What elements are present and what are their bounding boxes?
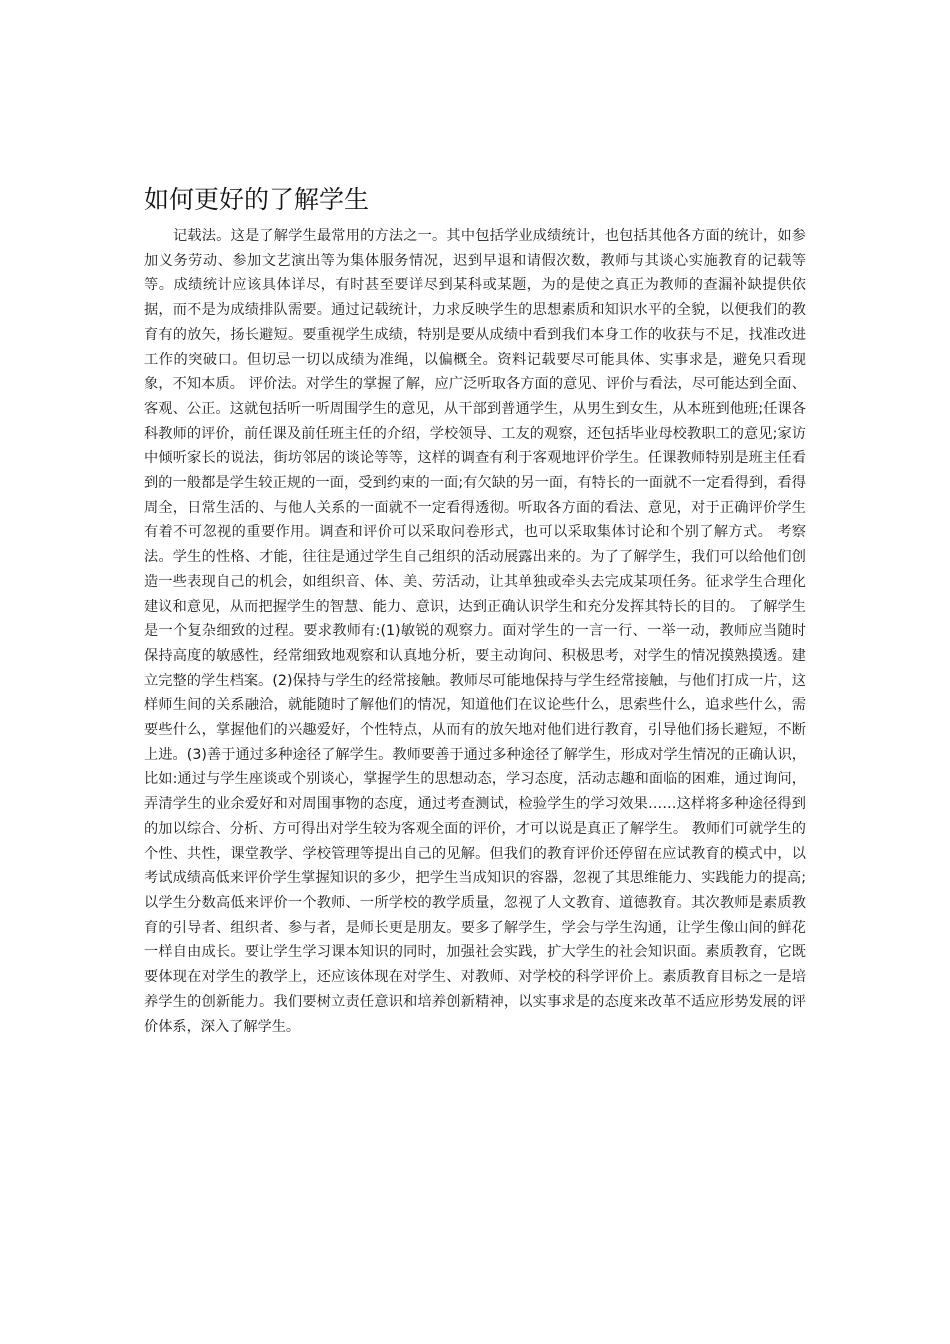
- document-title: 如何更好的了解学生: [144, 185, 370, 214]
- document-body-paragraph: 记载法。这是了解学生最常用的方法之一。其中包括学业成绩统计，也包括其他各方面的统计，如参加义务劳动、参加文艺演出等为集体服务情况，迟到早退和请假次数，教师与其谈心实施教育的记载等等。成绩统计应该具体详尽，有时甚至要详尽到某科或某题，为的是使之真正为教师的查漏补缺提供依据，而不是为成绩排队需要。通过记载统计，力求反映学生的思想素质和知识水平的全貌，以便我们的教育有的放矢，扬长避短。要重视学生成绩，特别是要从成绩中看到我们本身工作的收获与不足，找准改进工作的突破口。但切忌一切以成绩为准绳，以偏概全。资料记载要尽可能具体、实事求是，避免只看现象，不知本质。 评价法。对学生的掌握了解，应广泛听取各方面的意见、评价与看法，尽可能达到全面、客观、公正。这就包括听一听周围学生的意见，从干部到普通学生，从男生到女生，从本班到他班;任课各科教师的评价，前任课及前任班主任的介绍，学校领导、工友的观察，还包括毕业母校教职工的意见;家访中倾听家长的说法，街坊邻居的谈论等等，这样的调查有利于客观地评价学生。任课教师特别是班主任看到的一般都是学生较正规的一面，受到约束的一面;有欠缺的另一面，有特长的一面就不一定看得到，看得周全，日常生活的、与他人关系的一面就不一定看得透彻。听取各方面的看法、意见，对于正确评价学生有着不可忽视的重要作用。调查和评价可以采取问卷形式，也可以采取集体讨论和个别了解方式。 考察法。学生的性格、才能，往往是通过学生自己组织的活动展露出来的。为了了解学生，我们可以给他们创造一些表现自己的机会，如组织音、体、美、劳活动，让其单独或牵头去完成某项任务。征求学生合理化建议和意见，从而把握学生的智慧、能力、意识，达到正确认识学生和充分发挥其特长的目的。 了解学生是一个复杂细致的过程。要求教师有:(1)敏锐的观察力。面对学生的一言一行、一举一动，教师应当随时保持高度的敏感性，经常细致地观察和认真地分析，要主动询问、积极思考，对学生的情况摸熟摸透。建立完整的学生档案。(2)保持与学生的经常接触。教师尽可能地保持与学生经常接触，与他们打成一片，这样师生间的关系融洽，就能随时了解他们的情况，知道他们在议论些什么，思索些什么，追求些什么，需要些什么，掌握他们的兴趣爱好，个性特点，从而有的放矢地对他们进行教育，引导他们扬长避短，不断上进。(3)善于通过多种途径了解学生。教师要善于通过多种途径了解学生，形成对学生情况的正确认识，比如:通过与学生座谈或个别谈心，掌握学生的思想动态，学习态度，活动志趣和面临的困难，通过询问，弄清学生的业余爱好和对周围事物的态度，通过考查测试，检验学生的学习效果……这样将多种途径得到的加以综合、分析、方可得出对学生较为客观全面的评价，才可以说是真正了解学生。 教师们可就学生的个性、共性，课堂教学、学校管理等提出自己的见解。但我们的教育评价还停留在应试教育的模式中，以考试成绩高低来评价学生掌握知识的多少，把学生当成知识的容器，忽视了其思维能力、实践能力的提高;以学生分数高低来评价一个教师、一所学校的教学质量，忽视了人文教育、道德教育。其次教师是素质教育的引导者、组织者、参与者，是师长更是朋友。要多了解学生，学会与学生沟通，让学生像山间的鲜花一样自由成长。要让学生学习课本知识的同时，加强社会实践，扩大学生的社会知识面。素质教育，它既要体现在对学生的教学上，还应该体现在对学生、对教师、对学校的科学评价上。素质教育目标之一是培养学生的创新能力。我们要树立责任意识和培养创新精神，以实事求是的态度来改革不适应形势发展的评价体系，深入了解学生。: [144, 228, 806, 1035]
